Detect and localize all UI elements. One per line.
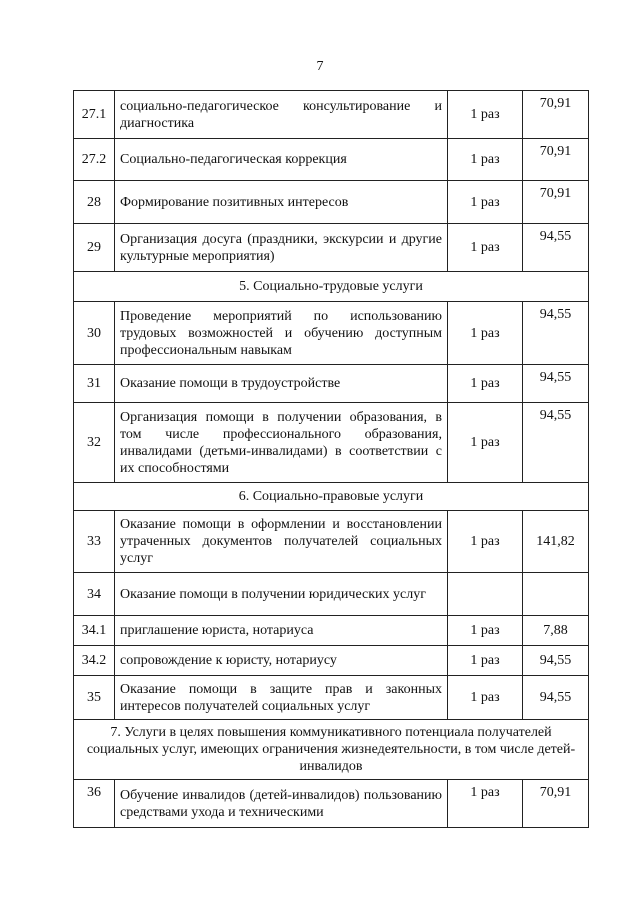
service-row <box>74 91 589 139</box>
service-number: 34 <box>74 573 115 616</box>
section-header-row <box>74 272 589 302</box>
service-row <box>74 676 589 720</box>
service-number: 27.2 <box>74 139 115 181</box>
section-title: 7. Услуги в целях повышения коммуникативного потенциала получателей социальных услуг, имеющих ограничения жизнедеятельности, в том числе детей-инвалидов <box>74 720 589 780</box>
service-description: Оказание помощи в трудоустройстве <box>115 365 448 403</box>
service-number: 36 <box>74 780 115 828</box>
service-description: Организация досуга (праздники, экскурсии и другие культурные мероприятия) <box>115 224 448 272</box>
service-row <box>74 302 589 365</box>
service-row <box>74 224 589 272</box>
page-number: 7 <box>316 59 324 74</box>
service-number: 28 <box>74 181 115 224</box>
service-description: приглашение юриста, нотариуса <box>115 616 448 646</box>
service-row <box>74 181 589 224</box>
service-number: 35 <box>74 676 115 720</box>
service-description: социально-педагогическое консультирование и диагностика <box>115 91 448 139</box>
service-description: Обучение инвалидов (детей-инвалидов) пользованию средствами ухода и техническими <box>115 780 448 828</box>
service-row <box>74 403 589 483</box>
service-number: 32 <box>74 403 115 483</box>
service-row <box>74 780 589 828</box>
section-header-row <box>74 720 589 780</box>
service-frequency: 1 раз <box>448 403 523 483</box>
service-frequency: 1 раз <box>448 780 523 828</box>
service-row <box>74 573 589 616</box>
services-table <box>73 90 589 828</box>
service-number: 31 <box>74 365 115 403</box>
service-price: 94,55 <box>523 646 589 676</box>
service-description: Организация помощи в получении образования, в том числе профессионального образования, инвалидами (детьми-инвалидами) в соответствии с их способностями <box>115 403 448 483</box>
service-price: 141,82 <box>523 511 589 573</box>
service-description: Формирование позитивных интересов <box>115 181 448 224</box>
service-price: 94,55 <box>523 676 589 720</box>
service-row <box>74 616 589 646</box>
service-frequency <box>448 573 523 616</box>
service-frequency: 1 раз <box>448 139 523 181</box>
service-price: 70,91 <box>523 780 589 828</box>
service-price: 94,55 <box>523 302 589 365</box>
service-number: 34.2 <box>74 646 115 676</box>
service-frequency: 1 раз <box>448 676 523 720</box>
service-frequency: 1 раз <box>448 181 523 224</box>
service-description: Оказание помощи в получении юридических услуг <box>115 573 448 616</box>
service-price: 94,55 <box>523 365 589 403</box>
service-number: 27.1 <box>74 91 115 139</box>
section-header-row <box>74 483 589 511</box>
service-frequency: 1 раз <box>448 302 523 365</box>
service-row <box>74 139 589 181</box>
service-description: сопровождение к юристу, нотариусу <box>115 646 448 676</box>
service-price <box>523 573 589 616</box>
service-frequency: 1 раз <box>448 646 523 676</box>
service-description: Проведение мероприятий по использованию трудовых возможностей и обучению доступным профессиональным навыкам <box>115 302 448 365</box>
service-price: 70,91 <box>523 91 589 139</box>
services-table-body <box>74 91 589 828</box>
service-price: 7,88 <box>523 616 589 646</box>
service-row <box>74 365 589 403</box>
service-description: Оказание помощи в защите прав и законных интересов получателей социальных услуг <box>115 676 448 720</box>
service-description: Социально-педагогическая коррекция <box>115 139 448 181</box>
service-number: 34.1 <box>74 616 115 646</box>
service-number: 29 <box>74 224 115 272</box>
service-frequency: 1 раз <box>448 91 523 139</box>
service-frequency: 1 раз <box>448 224 523 272</box>
service-price: 70,91 <box>523 139 589 181</box>
service-number: 30 <box>74 302 115 365</box>
service-description: Оказание помощи в оформлении и восстановлении утраченных документов получателей социальных услуг <box>115 511 448 573</box>
service-number: 33 <box>74 511 115 573</box>
service-price: 94,55 <box>523 403 589 483</box>
service-row <box>74 646 589 676</box>
service-frequency: 1 раз <box>448 616 523 646</box>
service-frequency: 1 раз <box>448 511 523 573</box>
section-title: 6. Социально-правовые услуги <box>74 483 589 511</box>
section-title: 5. Социально-трудовые услуги <box>74 272 589 302</box>
service-row <box>74 511 589 573</box>
service-price: 94,55 <box>523 224 589 272</box>
service-frequency: 1 раз <box>448 365 523 403</box>
service-price: 70,91 <box>523 181 589 224</box>
